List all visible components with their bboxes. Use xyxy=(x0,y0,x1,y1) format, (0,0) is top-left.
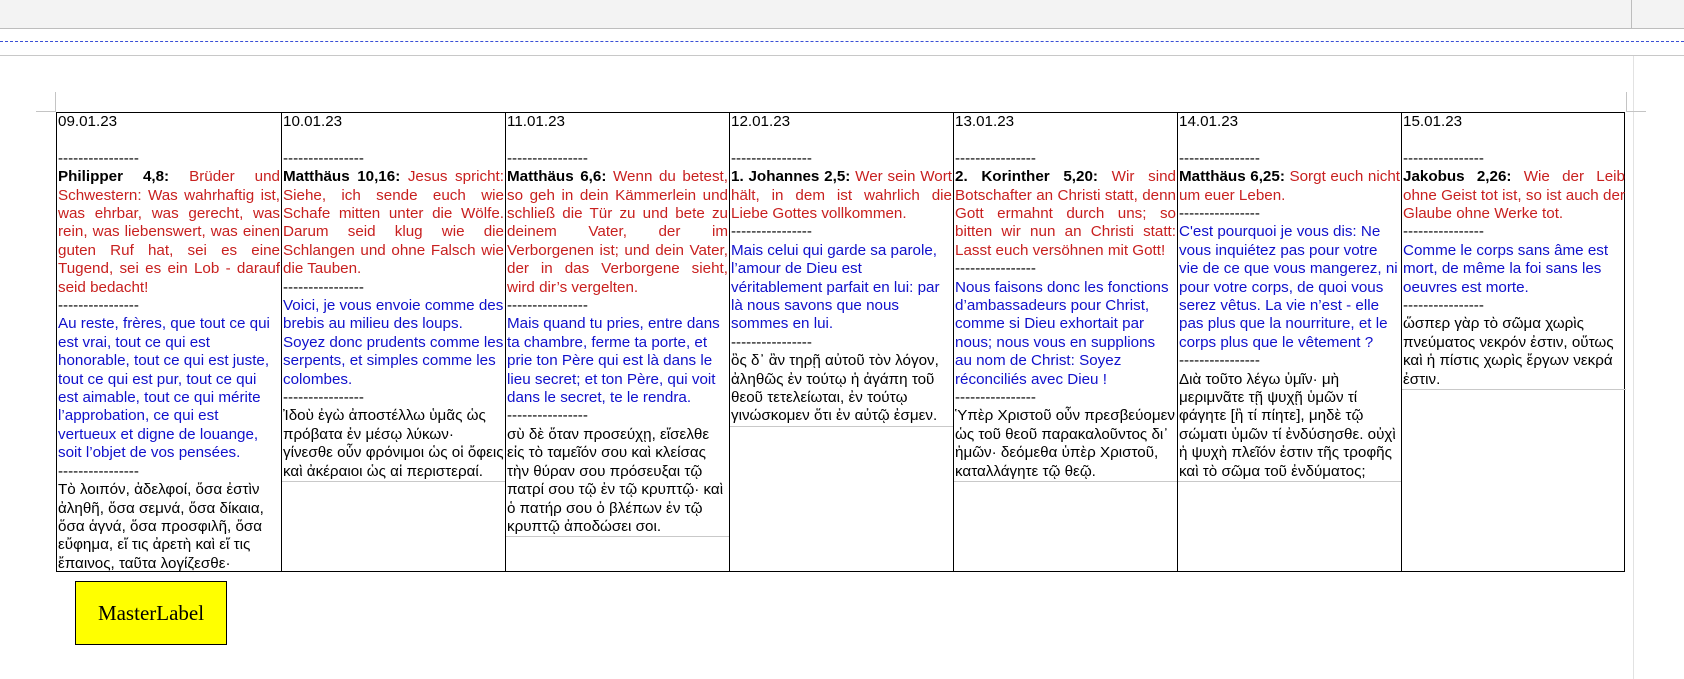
separator: ---------------- xyxy=(58,297,139,315)
blank-line xyxy=(955,131,1176,149)
separator: ---------------- xyxy=(1403,223,1484,241)
french-verse: Comme le corps sans âme est mort, de même la foi sans les oeuvres est morte. xyxy=(1403,241,1609,296)
corner-mark-right-v xyxy=(1626,92,1627,112)
page-right-margin xyxy=(1633,56,1634,679)
greek-verse: ὥσπερ γὰρ τὸ σῶμα χωρὶς πνεύματος νεκρόν ἐστιν, οὕτως καὶ ἡ πίστις χωρὶς ἔργων νεκρά ἐστιν. xyxy=(1403,315,1614,388)
french-verse: Voici, je vous envoie comme des brebis au milieu des loups. Soyez donc prudents comme les serpents, et simples comme les colombes. xyxy=(283,297,504,388)
day-cell[interactable] xyxy=(1178,113,1401,482)
blank-line xyxy=(731,131,952,149)
toolbar-edge xyxy=(1631,0,1632,28)
verse-reference: Jakobus 2,26: xyxy=(1403,168,1512,186)
german-text: Jesus spricht: Siehe, ich sende euch wie Schafe mitten unter die Wölfe. Darum seid klug wie die Schlangen und ohne Falsch wie die Tauben. xyxy=(283,168,504,278)
corner-mark-left-v xyxy=(55,92,56,112)
separator: ---------------- xyxy=(58,462,139,480)
day-cell[interactable] xyxy=(1402,113,1626,390)
greek-verse: ὃς δ᾽ ἂν τηρῇ αὐτοῦ τὸν λόγον, ἀληθῶς ἐν τούτῳ ἡ ἀγάπη τοῦ θεοῦ τετελείωται, ἐν τούτῳ γινώσκομεν ὅτι ἐν αὐτῷ ἐσμεν. xyxy=(731,352,939,425)
blank-line xyxy=(1403,131,1625,149)
separator: ---------------- xyxy=(283,149,364,167)
separator: ---------------- xyxy=(507,149,588,167)
separator: ---------------- xyxy=(731,149,812,167)
german-text: Wir sind Botschafter an Christi statt, denn Gott ermahnt durch uns; so bitten wir nun an Christi statt: Lasst euch versöhnen mit Gott! xyxy=(955,168,1176,259)
french-verse: Au reste, frères, que tout ce qui est vrai, tout ce qui est honorable, tout ce qui est juste, tout ce qui est pur, tout ce qui est aimable, tout ce qui mérite l’approbation, ce qui est vertueux et digne de louange, soit l’objet de vos pensées. xyxy=(58,315,270,462)
greek-verse: σὺ δὲ ὅταν προσεύχῃ, εἴσελθε εἰς τὸ ταμεῖόν σου καὶ κλείσας τὴν θύραν σου πρόσευξαι τῷ πατρί σου τῷ ἐν τῷ κρυπτῷ· καὶ ὁ πατήρ σου ὁ βλέπων ἐν τῷ κρυπτῷ ἀποδώσει σοι. xyxy=(507,425,724,535)
master-label-box[interactable]: MasterLabel xyxy=(75,581,227,645)
header-area xyxy=(0,29,1684,55)
separator: ---------------- xyxy=(507,297,588,315)
german-text: Wie der Leib ohne Geist tot ist, so ist auch der Glaube ohne Werke tot. xyxy=(1403,168,1625,223)
top-toolbar-area xyxy=(0,0,1684,29)
corner-mark-left-h xyxy=(36,111,56,112)
day-date: 15.01.23 xyxy=(1403,113,1463,130)
day-date: 09.01.23 xyxy=(58,113,118,130)
header-dashed-border xyxy=(0,41,1684,42)
separator: ---------------- xyxy=(507,407,588,425)
day-column[interactable] xyxy=(506,113,730,571)
french-verse: Mais celui qui garde sa parole, l’amour de Dieu est véritablement parfait en lui: par là nous savons que nous sommes en lui. xyxy=(731,241,940,333)
day-date: 11.01.23 xyxy=(507,113,565,130)
verse-reference: Matthäus 6,25: xyxy=(1179,168,1285,186)
blank-line xyxy=(283,131,504,149)
day-column[interactable] xyxy=(730,113,954,571)
day-column[interactable] xyxy=(1402,113,1626,571)
page-top-edge xyxy=(0,55,1684,56)
french-verse: Mais quand tu pries, entre dans ta chambre, ferme ta porte, et prie ton Père qui est là dans le lieu secret; et ton Père, qui voit dans le secret, te le rendra. xyxy=(507,315,720,407)
blank-line xyxy=(507,131,728,149)
separator: ---------------- xyxy=(1403,297,1484,315)
separator: ---------------- xyxy=(58,149,139,167)
verse-reference: 1. Johannes 2,5: xyxy=(731,168,851,186)
separator: ---------------- xyxy=(955,260,1036,278)
verse-reference: Matthäus 6,6: xyxy=(507,168,607,186)
separator: ---------------- xyxy=(731,333,812,351)
greek-verse: Τὸ λοιπόν, ἀδελφοί, ὅσα ἐστὶν ἀληθῆ, ὅσα σεμνά, ὅσα δίκαια, ὅσα ἁγνά, ὅσα προσφιλῆ, ὅσα εὔφημα, εἴ τις ἀρετὴ καὶ εἴ τις ἔπαινος, ταῦτα λογίζεσθε· xyxy=(58,481,264,571)
separator: ---------------- xyxy=(731,223,812,241)
day-date: 10.01.23 xyxy=(283,113,343,130)
german-verse xyxy=(1403,168,1625,223)
day-column[interactable] xyxy=(1178,113,1402,571)
blank-line xyxy=(1179,131,1400,149)
greek-verse: Διὰ τοῦτο λέγω ὑμῖν· μὴ μεριμνᾶτε τῇ ψυχῇ ὑμῶν τί φάγητε [ἢ τί πίητε], μηδὲ τῷ σώματι ὑμῶν τί ἐνδύσησθε. οὐχὶ ἡ ψυχὴ πλεῖόν ἐστιν τῆς τροφῆς καὶ τὸ σῶμα τοῦ ἐνδύματος; xyxy=(1179,370,1396,480)
weekly-verse-table xyxy=(56,112,1625,572)
day-column[interactable] xyxy=(954,113,1178,571)
day-cell[interactable] xyxy=(282,113,505,482)
separator: ---------------- xyxy=(283,389,364,407)
german-text: Sorgt euch nicht um euer Leben. xyxy=(1179,168,1400,204)
blank-line xyxy=(58,131,280,149)
greek-verse: Ὑπὲρ Χριστοῦ οὖν πρεσβεύομεν ὡς τοῦ θεοῦ παρακαλοῦντος δι᾽ ἡμῶν· δεόμεθα ὑπὲρ Χριστοῦ, καταλλάγητε τῷ θεῷ. xyxy=(955,407,1175,480)
separator: ---------------- xyxy=(1179,352,1260,370)
french-verse: C'est pourquoi je vous dis: Ne vous inquiétez pas pour votre vie de ce que vous mangerez, ni pour votre corps, de quoi vous serez vêtus. La vie n’est - elle pas plus que la nourriture, et le corps plus que le vêtement ? xyxy=(1179,223,1398,351)
day-cell[interactable] xyxy=(730,113,953,427)
greek-verse: Ἰδοὺ ἐγὼ ἀποστέλλω ὑμᾶς ὡς πρόβατα ἐν μέσῳ λύκων· γίνεσθε οὖν φρόνιμοι ὡς οἱ ὄφεις καὶ ἀκέραιοι ὡς αἱ περιστεραί. xyxy=(283,407,504,480)
separator: ---------------- xyxy=(955,149,1036,167)
day-cell[interactable] xyxy=(506,113,729,537)
corner-mark-right-h xyxy=(1626,111,1646,112)
separator: ---------------- xyxy=(1179,205,1260,223)
german-verse xyxy=(507,168,728,297)
separator: ---------------- xyxy=(955,389,1036,407)
verse-reference: Matthäus 10,16: xyxy=(283,168,401,186)
german-verse xyxy=(283,168,504,278)
german-verse xyxy=(955,168,1176,260)
german-text: Wenn du betest, so geh in dein Kämmerlein und schließ die Tür zu und bete zu deinem Vater, der im Verborgenen ist; und dein Vater, der in das Verborgene sieht, wird dir’s vergelten. xyxy=(507,168,728,296)
day-column[interactable] xyxy=(57,113,282,571)
french-verse: Nous faisons donc les fonctions d’ambassadeurs pour Christ, comme si Dieu exhortait par nous; nous vous en supplions au nom de Christ: Soyez réconciliés avec Dieu ! xyxy=(955,278,1169,388)
german-verse xyxy=(1179,168,1400,205)
verse-reference: 2. Korinther 5,20: xyxy=(955,168,1098,186)
day-column[interactable] xyxy=(282,113,506,571)
separator: ---------------- xyxy=(283,278,364,296)
day-cell[interactable] xyxy=(954,113,1177,482)
german-text: Wer sein Wort hält, in dem ist wahrlich die Liebe Gottes vollkommen. xyxy=(731,168,952,223)
separator: ---------------- xyxy=(1403,149,1484,167)
day-date: 14.01.23 xyxy=(1179,113,1239,130)
german-text: Brüder und Schwestern: Was wahrhaftig ist, was ehrbar, was gerecht, was rein, was liebenswert, was einen guten Ruf hat, sei es eine Tugend, sei es ein Lob - darauf seid bedacht! xyxy=(58,168,280,296)
separator: ---------------- xyxy=(1179,149,1260,167)
day-cell[interactable] xyxy=(57,113,281,571)
german-verse xyxy=(731,168,952,223)
day-date: 13.01.23 xyxy=(955,113,1015,130)
verse-reference: Philipper 4,8: xyxy=(58,168,170,186)
german-verse xyxy=(58,168,280,297)
day-date: 12.01.23 xyxy=(731,113,791,130)
